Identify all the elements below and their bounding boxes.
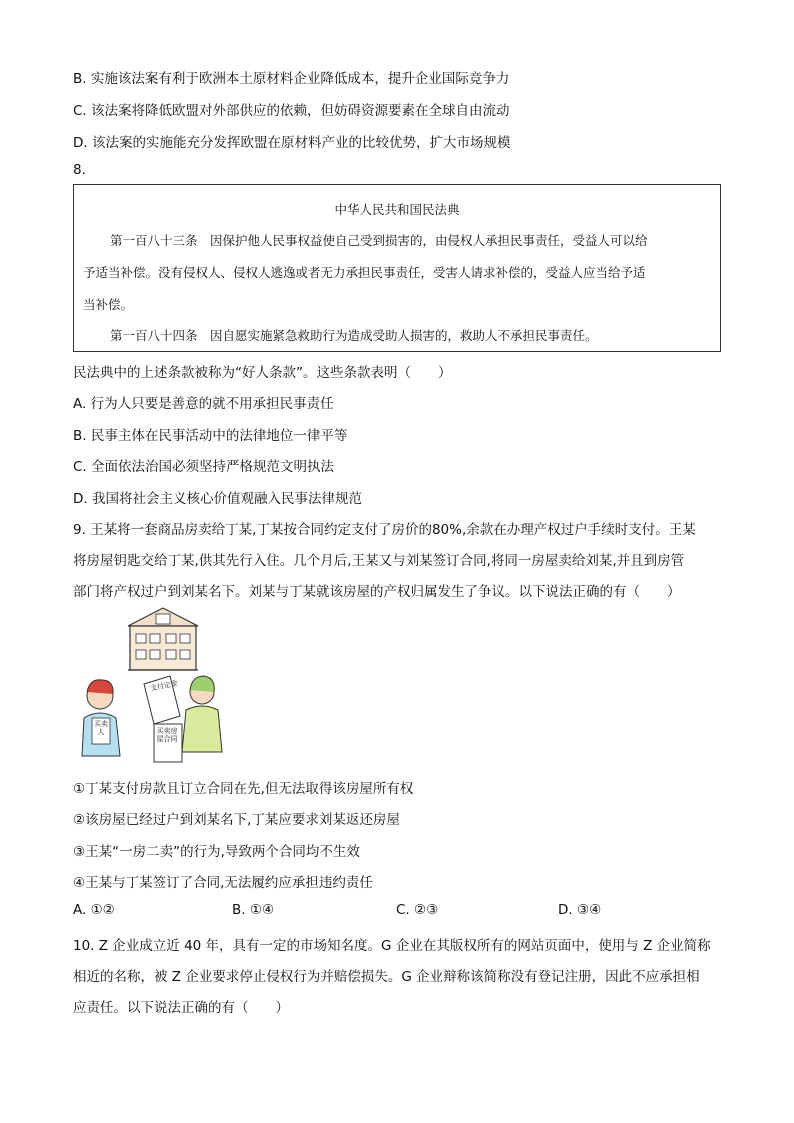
article-183-line1: 第一百八十三条 因保护他人民事权益使自己受到损害的，由侵权人承担民事责任，受益人可以给 [110, 233, 648, 248]
house-icon [128, 608, 198, 670]
q8-number: 8. [73, 162, 86, 178]
q10-stem-line1: 10. Z 企业成立近 40 年，具有一定的市场知名度。G 企业在其版权所有的网站页面中，使用与 Z 企业简称 [73, 938, 711, 954]
q9-statement-4: ④王某与丁某签订了合同,无法履约应承担违约责任 [73, 875, 373, 891]
q9-statement-1: ①丁某支付房款且订立合同在先,但无法取得该房屋所有权 [73, 781, 414, 797]
q8-option-a: A. 行为人只要是善意的就不用承担民事责任 [73, 396, 334, 412]
q9-stem-line1: 9. 王某将一套商品房卖给丁某,丁某按合同约定支付了房价的80%,余款在办理产权过户手续时支付。王某 [73, 522, 696, 538]
q10-stem-line3: 应责任。以下说法正确的有（ ） [73, 1000, 289, 1016]
q9-statement-2: ②该房屋已经过户到刘某名下,丁某应要求刘某返还房屋 [73, 812, 400, 828]
article-183-line2: 予适当补偿。没有侵权人、侵权人逃逸或者无力承担民事责任，受害人请求补偿的，受益人应当给予适 [83, 265, 646, 280]
q9-option-d: D. ③④ [558, 902, 602, 918]
q7-option-c: C. 该法案将降低欧盟对外部供应的依赖，但妨碍资源要素在全球自由流动 [73, 103, 510, 119]
q9-option-b: B. ①④ [232, 902, 275, 918]
q10-stem-line2: 相近的名称，被 Z 企业要求停止侵权行为并赔偿损失。G 企业辩称该简称没有登记注册，因此不应承担相 [73, 969, 700, 985]
q9-option-c: C. ②③ [396, 902, 439, 918]
q8-stem: 民法典中的上述条款被称为“好人条款”。这些条款表明（ ） [73, 365, 452, 381]
q9-stem-line2: 将房屋钥匙交给丁某,供其先行入住。几个月后,王某又与刘某签订合同,将同一房屋卖给刘某,并且到房管 [73, 553, 685, 569]
deposit-paper-label: 支付定金 [149, 679, 179, 693]
article-184-line: 第一百八十四条 因自愿实施紧急救助行为造成受助人损害的，救助人不承担民事责任。 [110, 328, 598, 343]
article-183-line3: 当补偿。 [83, 297, 134, 312]
q8-option-c: C. 全面依法治国必须坚持严格规范文明执法 [73, 459, 335, 475]
contract-paper-label: 买卖房屋合同 [156, 727, 178, 743]
civil-code-excerpt-box [73, 184, 721, 352]
q9-option-a: A. ①② [73, 902, 115, 918]
q9-statement-3: ③王某“一房二卖”的行为,导致两个合同均不生效 [73, 844, 360, 860]
q7-option-b: B. 实施该法案有利于欧洲本土原材料企业降低成本，提升企业国际竞争力 [73, 71, 510, 87]
seller-person-figure [182, 676, 222, 752]
q9-stem-line3: 部门将产权过户到刘某名下。刘某与丁某就该房屋的产权归属发生了争议。以下说法正确的有（ ） [73, 584, 681, 600]
civil-code-title: 中华人民共和国民法典 [334, 202, 460, 217]
q8-option-d: D. 我国将社会主义核心价值观融入民事法律规范 [73, 491, 362, 507]
buyer-tag-label: 买卖人 [94, 720, 108, 736]
q7-option-d: D. 该法案的实施能充分发挥欧盟在原材料产业的比较优势，扩大市场规模 [73, 135, 511, 151]
q8-option-b: B. 民事主体在民事活动中的法律地位一律平等 [73, 428, 348, 444]
